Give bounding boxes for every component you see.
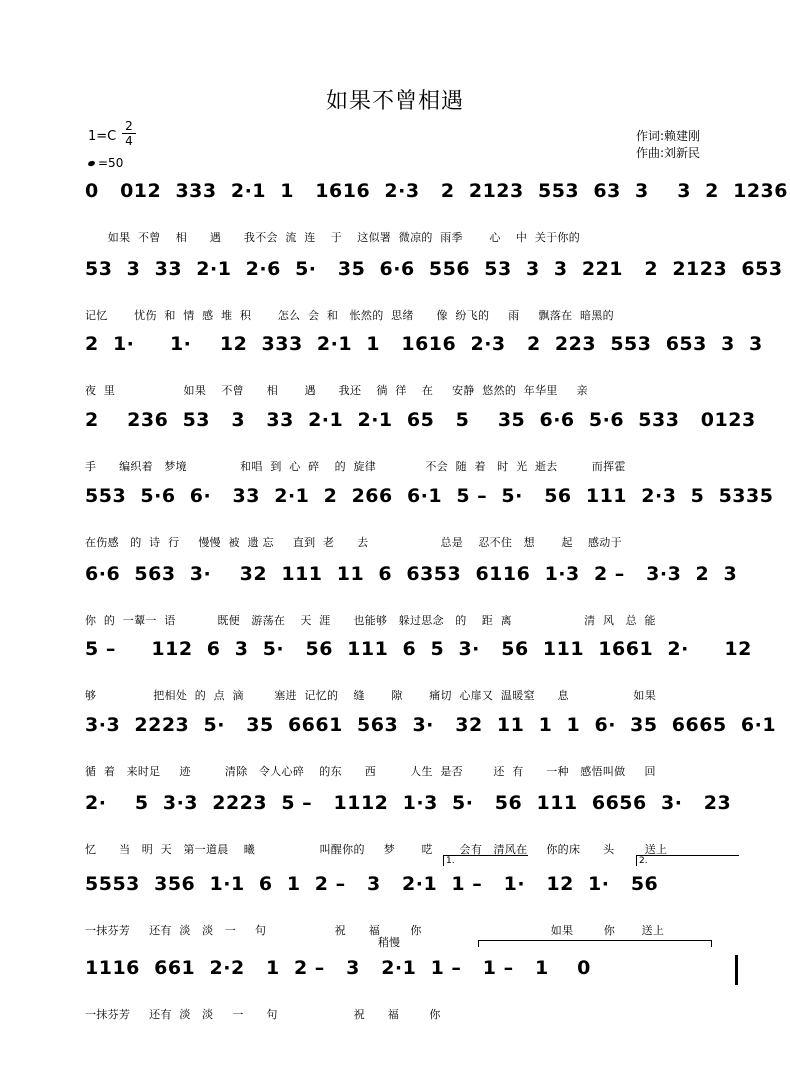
lyrics-line: 循 着 来时足 迹 清除 令人心碎 的东 西 人生 是否 还 有 一种 感悟叫做 回 [85, 765, 656, 778]
time-sig-top: 2 [125, 119, 133, 133]
lyrics-line: 夜 里 如果 不曾 相 遇 我还 徜 徉 在 安静 悠然的 年华里 亲 [85, 384, 588, 397]
lyrics-line: 在伤感 的 诗 行 慢慢 被 遗 忘 直到 老 去 总是 忍不住 想 起 感动于 [85, 536, 622, 549]
slowdown-marking: 稍慢 [378, 936, 400, 949]
final-barline [735, 955, 738, 985]
notes-line: 2 236 53 3 33 2·1 2·1 65 5 35 6·6 5·6 533 0123 [85, 409, 756, 431]
second-ending-label: 2. [639, 856, 648, 866]
lyrics-line: 记忆 忧伤 和 情 感 堆 积 怎么 会 和 怅然的 思绪 像 纷飞的 雨 飘落在 暗黑的 [85, 309, 614, 322]
first-ending-bracket [443, 855, 528, 866]
quarter-note-icon [87, 160, 95, 167]
notes-line: 2 1· 1· 12 333 2·1 1 1616 2·3 2 223 553 653 3 3 [85, 333, 763, 355]
tempo-marking [88, 156, 123, 170]
lyrics-line: 如果 不曾 相 遇 我不会 流 连 于 这似署 微凉的 雨季 心 中 关于你的 [85, 231, 581, 244]
lyrics-line: 手 编织着 梦境 和唱 到 心 碎 的 旋律 不会 随 着 时 光 逝去 而挥霍 [85, 460, 626, 473]
fermata-bracket [478, 940, 712, 947]
notes-line: 5553 356 1·1 6 1 2 – 3 2·1 1 – 1· 12 1· 56 [85, 873, 659, 895]
tempo-value: =50 [98, 156, 124, 170]
lyrics-line: 忆 当 明 天 第一道晨 曦 叫醒你的 梦 呓 会有 清风在 你的床 头 送上 [85, 843, 668, 856]
lyrics-line: 一抹芬芳 还有 淡 淡 一 句 祝 福 你 如果 你 送上 [85, 924, 665, 937]
notes-line: 553 5·6 6· 33 2·1 2 266 6·1 5 – 5· 56 111 2·3 5 5335 [85, 485, 774, 507]
notes-line: 1116 661 2·2 1 2 – 3 2·1 1 – 1 – 1 0 [85, 957, 591, 979]
notes-line: 6·6 563 3· 32 111 11 6 6353 6116 1·3 2 – 3·3 2 3 [85, 563, 738, 585]
lyrics-line: 够 把相处 的 点 滴 塞进 记忆的 缝 隙 痛切 心扉又 温暖窒 息 如果 [85, 689, 657, 702]
notes-line: 3·3 2223 5· 35 6661 563 3· 32 11 1 1 6· 35 6665 6·1 [85, 714, 777, 736]
composer-credit: 作曲:刘新民 [636, 146, 701, 160]
song-title: 如果不曾相遇 [325, 89, 464, 114]
second-ending-bracket [636, 855, 739, 866]
notes-line: 5 – 112 6 3 5· 56 111 6 5 3· 56 111 1661 2· 12 [85, 638, 752, 660]
lyricist-credit: 作词:赖建刚 [636, 129, 701, 143]
lyrics-line: 一抹芬芳 还有 淡 淡 一 句 祝 福 你 [85, 1008, 441, 1021]
lyrics-line: 你 的 一颦一 语 既便 游荡在 天 涯 也能够 躲过思念 的 距 离 清 风 总 能 [85, 614, 656, 627]
time-signature [122, 119, 136, 148]
time-sig-bottom: 4 [122, 133, 136, 148]
first-ending-label: 1. [446, 856, 455, 866]
notes-line: 0 012 333 2·1 1 1616 2·3 2 2123 553 63 3 3 2 1236 [85, 180, 788, 202]
key-signature: 1=C [88, 129, 117, 144]
notes-line: 2· 5 3·3 2223 5 – 1112 1·3 5· 56 111 6656 3· 23 [85, 792, 732, 814]
notes-line: 53 3 33 2·1 2·6 5· 35 6·6 556 53 3 3 221 2 2123 653 [85, 258, 783, 280]
